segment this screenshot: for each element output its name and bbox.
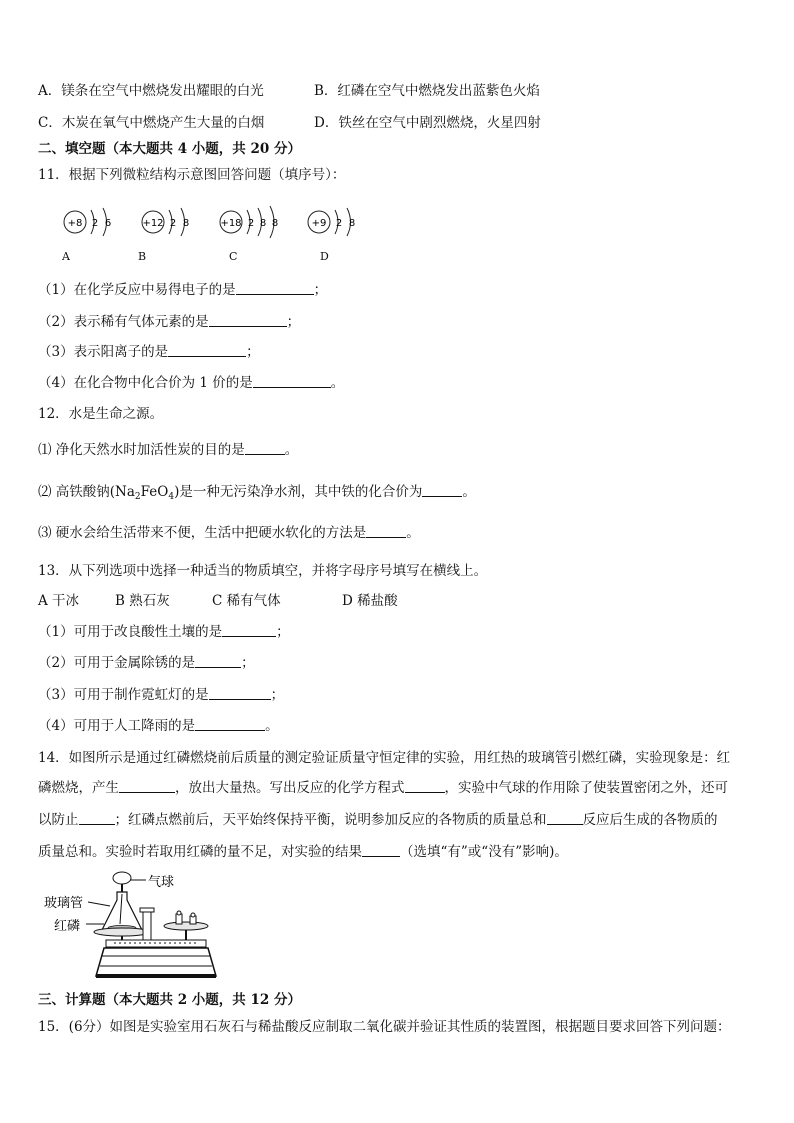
q13-answer-4-blank[interactable]: [195, 717, 265, 731]
q12-part-2-sub-2: 4: [168, 492, 175, 502]
q11-answer-4-blank[interactable]: [253, 374, 331, 388]
q14-line-2-a: 磷燃烧，产生: [38, 780, 119, 796]
q11-answer-1-blank[interactable]: [236, 281, 314, 295]
q11-part-4: [38, 374, 344, 392]
q14-line-3-b: ；红磷点燃前后，天平始终保持平衡，说明参加反应的各物质的质量总和: [114, 812, 547, 828]
q14-line-4-b: （选填“有”或“没有”影响)。: [400, 844, 568, 860]
q12-part-2-text-b: FeO: [140, 484, 169, 500]
q12-part-3-text: ⑶ 硬水会给生活带来不便，生活中把硬水软化的方法是: [38, 525, 367, 541]
atom-a-nucleus: +8: [67, 218, 83, 229]
q11-part-3-text: （3）表示阳离子的是: [38, 344, 169, 360]
q14-answer-equation-blank[interactable]: [405, 779, 445, 793]
balloon-shape: [113, 872, 131, 884]
atom-b-diagram: [142, 208, 189, 236]
q12-part-2-text-a: ⑵ 高铁酸钠(Na: [38, 484, 135, 500]
q11-part-4-text: （4）在化合物中化合价为 1 价的是: [38, 375, 253, 391]
q13-part-3: [38, 686, 284, 704]
option-b: B．红磷在空气中燃烧发出蓝紫色火焰: [314, 83, 540, 99]
label-balloon: 气球: [148, 875, 175, 890]
q13-answer-2-blank[interactable]: [195, 654, 241, 668]
atom-d-shell-2-count: 8: [348, 218, 356, 229]
right-pan: [164, 922, 208, 930]
atom-label-a: A: [62, 250, 70, 263]
option-d: D．铁丝在空气中剧烈燃烧，火星四射: [314, 115, 541, 131]
q13-part-2: [38, 654, 255, 672]
q11-part-1-text: （1）在化学反应中易得电子的是: [38, 282, 236, 298]
q13-part-2-text: （2）可用于金属除锈的是: [38, 655, 196, 671]
q12-answer-2-blank[interactable]: [422, 483, 462, 497]
q11-answer-3-blank[interactable]: [168, 343, 246, 357]
q13-part-3-text: （3）可用于制作霓虹灯的是: [38, 687, 209, 703]
left-pan: [94, 928, 150, 936]
q11-part-2: [38, 313, 300, 331]
q13-part-3-punct: ；: [270, 687, 285, 703]
atom-label-d: D: [320, 250, 329, 263]
section-title-calculation: 三、计算题（本大题共 2 小题，共 12 分）: [38, 992, 301, 1008]
q12-part-1: [38, 441, 298, 459]
option-a: A．镁条在空气中燃烧发出耀眼的白光: [38, 83, 264, 99]
q11-part-4-punct: 。: [330, 375, 345, 391]
q11-part-2-punct: ；: [286, 314, 301, 330]
q13-part-1: [38, 623, 290, 641]
q14-answer-effect-blank[interactable]: [362, 843, 400, 857]
q12-part-2-punct: 。: [462, 484, 476, 500]
q11-stem: 11．根据下列微粒结构示意图回答问题（填序号）：: [38, 167, 346, 183]
q12-answer-3-blank[interactable]: [366, 524, 406, 538]
q13-part-4: [38, 717, 279, 735]
q11-answer-2-blank[interactable]: [209, 313, 287, 327]
q11-part-1: [38, 281, 327, 299]
q13-option-d: D 稀盐酸: [342, 593, 398, 609]
q12-part-3: [38, 524, 420, 542]
q13-option-a: A 干冰: [38, 593, 80, 609]
atom-a-shell-2-count: 6: [104, 218, 112, 229]
q14-answer-relation-blank[interactable]: [547, 811, 583, 825]
option-c: C．木炭在氧气中燃烧产生大量的白烟: [38, 115, 265, 131]
balance-base: [96, 948, 216, 976]
q13-option-c: C 稀有气体: [212, 593, 281, 609]
atom-b-nucleus: +12: [142, 218, 164, 229]
q12-part-3-punct: 。: [406, 525, 420, 541]
atom-c-shell-3-count: 8: [271, 218, 279, 229]
atom-label-b: B: [138, 250, 147, 263]
q12-part-1-punct: 。: [284, 442, 299, 458]
atom-b-shell-1-count: 2: [169, 218, 177, 229]
q13-part-4-punct: 。: [265, 718, 279, 734]
q13-part-4-text: （4）可用于人工降雨的是: [38, 718, 196, 734]
atom-a-shell-1-count: 2: [91, 218, 99, 229]
atom-label-c: C: [229, 250, 238, 263]
q13-answer-3-blank[interactable]: [209, 686, 271, 700]
q14-line-2: [38, 779, 728, 797]
q14-line-3-c: 反应后生成的各物质的: [582, 812, 718, 828]
atom-c-diagram: [220, 206, 278, 238]
q14-line-1: 14．如图所示是通过红磷燃烧前后质量的测定验证质量守恒定律的实验，用红热的玻璃管引燃红磷，实验现象是：红: [38, 750, 731, 766]
q11-part-2-text: （2）表示稀有气体元素的是: [38, 314, 209, 330]
q11-part-3-punct: ；: [246, 344, 260, 360]
label-glass-tube: 玻璃管: [44, 896, 84, 911]
q13-part-1-text: （1）可用于改良酸性土壤的是: [38, 624, 223, 640]
atom-c-shell-1-count: 2: [247, 218, 255, 229]
q12-answer-1-blank[interactable]: [245, 441, 285, 455]
atom-b-shell-2-count: 8: [182, 218, 190, 229]
q12-part-2: [38, 483, 476, 506]
q11-part-1-punct: ；: [313, 282, 328, 298]
q13-answer-1-blank[interactable]: [222, 623, 276, 637]
atom-d-shell-1-count: 2: [335, 218, 343, 229]
balance-pillar: [143, 910, 151, 940]
section-title-fill-in: 二、填空题（本大题共 4 小题，共 20 分）: [38, 141, 301, 157]
balance-apparatus-figure: [44, 866, 224, 984]
q15-stem: 15．(6分）如图是实验室用石灰石与稀盐酸反应制取二氧化碳并验证其性质的装置图，根据题目要求回答下列问题：: [38, 1019, 731, 1035]
q14-line-3: [38, 811, 718, 829]
q14-line-3-a: 以防止: [38, 812, 79, 828]
q13-option-b: B 熟石灰: [115, 593, 170, 609]
q12-part-2-sub-1: 2: [134, 492, 141, 502]
q14-line-2-b: ，放出大量热。写出反应的化学方程式: [175, 780, 405, 796]
q13-part-1-punct: ；: [276, 624, 290, 640]
q14-line-2-c: ，实验中气球的作用除了使装置密闭之外，还可: [444, 780, 728, 796]
q14-line-4-a: 质量总和。实验时若取用红磷的量不足，对实验的结果: [38, 844, 362, 860]
q13-stem: 13．从下列选项中选择一种适当的物质填空，并将字母序号填写在横线上。: [38, 563, 488, 579]
atom-d-nucleus: +9: [311, 218, 327, 229]
q13-part-2-punct: ；: [241, 655, 255, 671]
q12-part-1-text: ⑴ 净化天然水时加活性炭的目的是: [38, 442, 245, 458]
atom-a-diagram: [64, 208, 111, 236]
q14-answer-balloon-blank[interactable]: [79, 811, 115, 825]
label-red-phosphorus: 红磷: [54, 919, 81, 934]
q11-part-3: [38, 343, 260, 361]
q14-line-4: [38, 843, 568, 861]
atom-c-nucleus: +18: [220, 218, 242, 229]
atom-d-diagram: [308, 208, 355, 236]
q12-part-2-text-c: )是一种无污染净水剂，其中铁的化合价为: [174, 484, 423, 500]
atom-c-shell-2-count: 8: [259, 218, 267, 229]
q14-answer-phenomenon-blank[interactable]: [119, 779, 175, 793]
q12-stem: 12．水是生命之源。: [38, 406, 164, 422]
